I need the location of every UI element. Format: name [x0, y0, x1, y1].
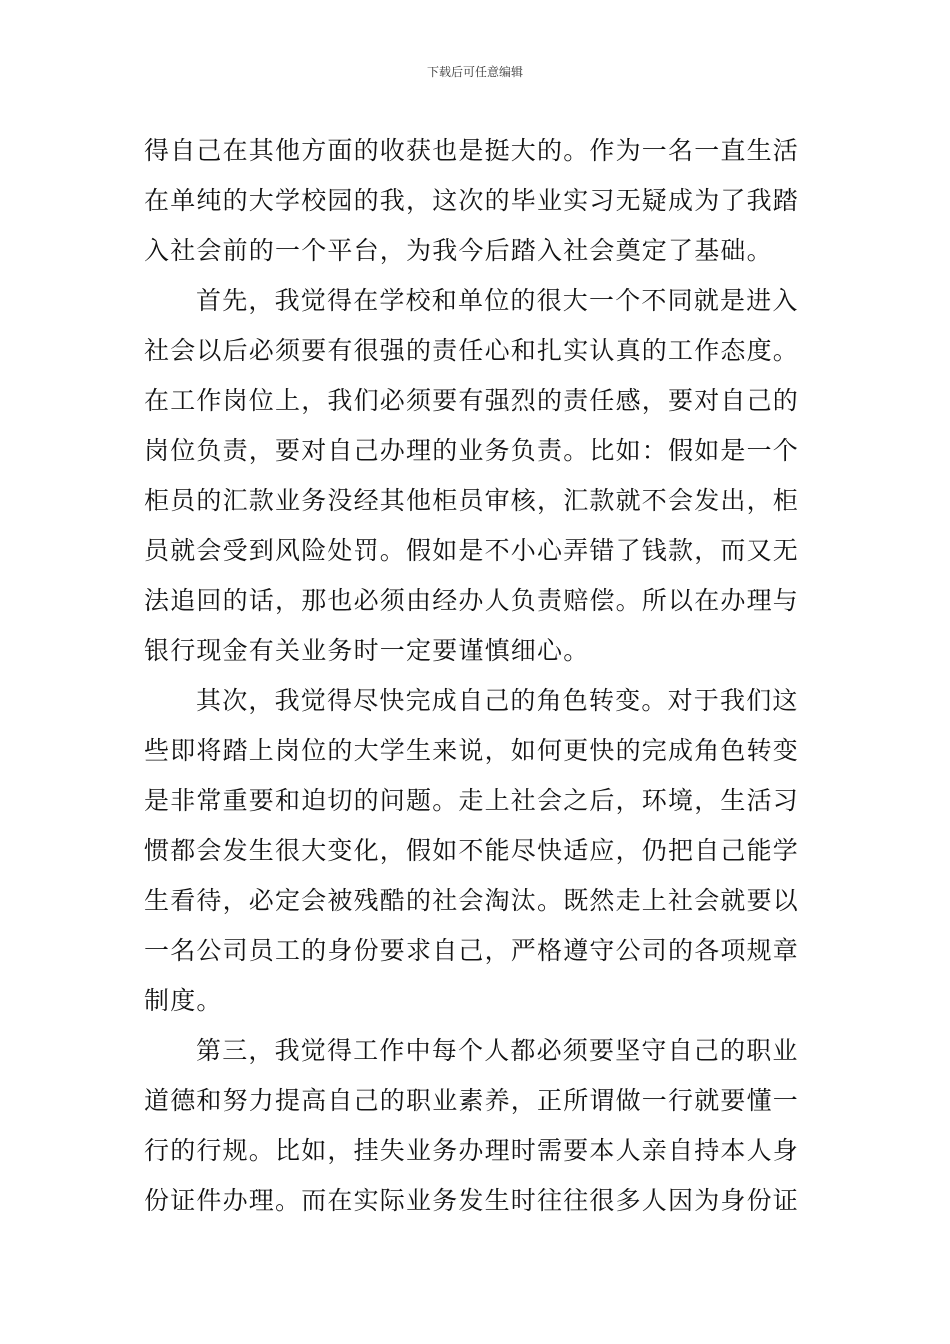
text-line: 生看待，必定会被残酷的社会淘汰。既然走上社会就要以 [144, 886, 800, 915]
text-line: 柜员的汇款业务没经其他柜员审核，汇款就不会发出，柜 [144, 486, 800, 515]
text-line: 法追回的话，那也必须由经办人负责赔偿。所以在办理与 [144, 586, 800, 615]
text-line: 一名公司员工的身份要求自己，严格遵守公司的各项规章 [144, 936, 800, 965]
text-line: 在单纯的大学校园的我，这次的毕业实习无疑成为了我踏 [144, 186, 800, 215]
document-body [144, 126, 808, 1226]
paragraph-first-line: 首先，我觉得在学校和单位的很大一个不同就是进入 [196, 286, 799, 315]
text-line: 份证件办理。而在实际业务发生时往往很多人因为身份证 [144, 1186, 800, 1215]
text-line: 是非常重要和迫切的问题。走上社会之后，环境，生活习 [144, 786, 800, 815]
text-line: 惯都会发生很大变化，假如不能尽快适应，仍把自己能学 [144, 836, 800, 865]
text-line: 行的行规。比如，挂失业务办理时需要本人亲自持本人身 [144, 1136, 800, 1165]
page-header-note: 下载后可任意编辑 [426, 65, 523, 79]
text-line: 些即将踏上岗位的大学生来说，如何更快的完成角色转变 [144, 736, 800, 765]
paragraph-first-line: 其次，我觉得尽快完成自己的角色转变。对于我们这 [196, 686, 799, 715]
text-line: 得自己在其他方面的收获也是挺大的。作为一名一直生活 [144, 136, 800, 165]
text-line: 银行现金有关业务时一定要谨慎细心。 [144, 636, 590, 665]
text-line: 入社会前的一个平台，为我今后踏入社会奠定了基础。 [144, 236, 773, 265]
text-line: 制度。 [144, 986, 223, 1015]
text-line: 员就会受到风险处罚。假如是不小心弄错了钱款，而又无 [144, 536, 800, 565]
text-line: 岗位负责，要对自己办理的业务负责。比如：假如是一个 [144, 436, 800, 465]
text-line: 在工作岗位上，我们必须要有强烈的责任感，要对自己的 [144, 386, 800, 415]
text-line: 社会以后必须要有很强的责任心和扎实认真的工作态度。 [144, 336, 800, 365]
paragraph-first-line: 第三，我觉得工作中每个人都必须要坚守自己的职业 [196, 1036, 799, 1065]
text-line: 道德和努力提高自己的职业素养，正所谓做一行就要懂一 [144, 1086, 800, 1115]
